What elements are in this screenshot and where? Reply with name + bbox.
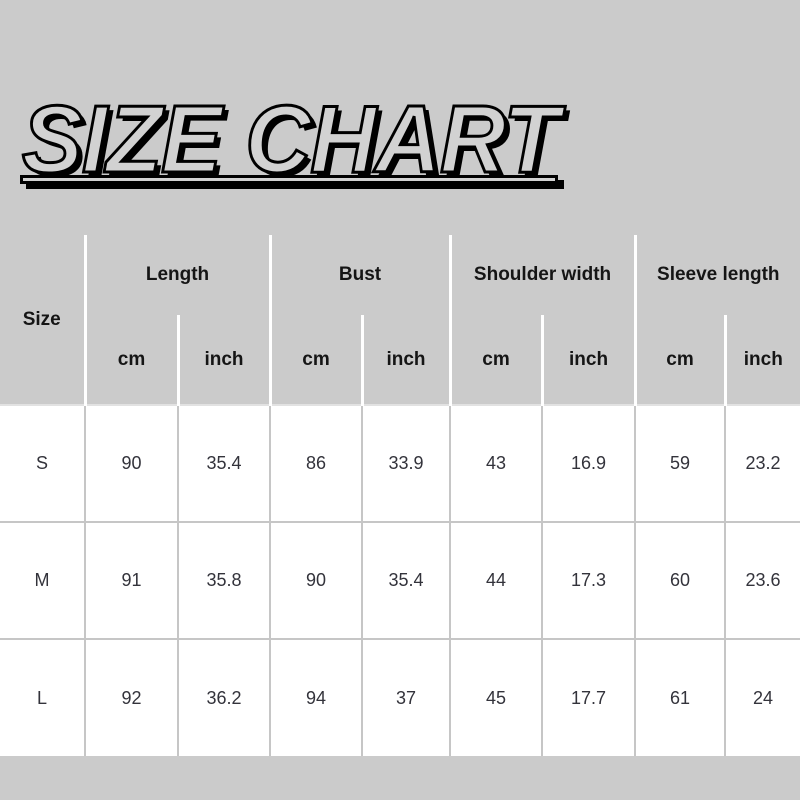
header-group-shoulder-width: Shoulder width — [450, 235, 635, 315]
header-group-bust: Bust — [270, 235, 450, 315]
table-row-s — [0, 405, 800, 522]
subheader-length-cm: cm — [85, 315, 178, 405]
subheader-bust-inch: inch — [362, 315, 450, 405]
table-row-l — [0, 639, 800, 756]
cell-m-shoulder-cm: 44 — [450, 522, 542, 639]
cell-m-sleeve-cm: 60 — [635, 522, 725, 639]
cell-s-length-inch: 35.4 — [178, 405, 270, 522]
row-label: S — [0, 405, 85, 522]
subheader-sleeve-inch: inch — [725, 315, 800, 405]
page-title: SIZE CHART — [22, 86, 559, 193]
title-block — [22, 86, 642, 193]
cell-m-sleeve-inch: 23.6 — [725, 522, 800, 639]
table-row-m — [0, 522, 800, 639]
cell-s-bust-inch: 33.9 — [362, 405, 450, 522]
cell-l-shoulder-cm: 45 — [450, 639, 542, 756]
row-label: M — [0, 522, 85, 639]
table-header — [0, 235, 800, 405]
cell-l-bust-inch: 37 — [362, 639, 450, 756]
subheader-shoulder-cm: cm — [450, 315, 542, 405]
cell-l-length-cm: 92 — [85, 639, 178, 756]
cell-s-sleeve-cm: 59 — [635, 405, 725, 522]
cell-m-bust-inch: 35.4 — [362, 522, 450, 639]
subheader-shoulder-inch: inch — [542, 315, 635, 405]
cell-s-bust-cm: 86 — [270, 405, 362, 522]
header-group-sleeve-length: Sleeve length — [635, 235, 800, 315]
header-group-length: Length — [85, 235, 270, 315]
subheader-bust-cm: cm — [270, 315, 362, 405]
cell-m-length-cm: 91 — [85, 522, 178, 639]
cell-l-shoulder-inch: 17.7 — [542, 639, 635, 756]
cell-l-sleeve-cm: 61 — [635, 639, 725, 756]
cell-m-length-inch: 35.8 — [178, 522, 270, 639]
cell-s-length-cm: 90 — [85, 405, 178, 522]
subheader-sleeve-cm: cm — [635, 315, 725, 405]
subheader-length-inch: inch — [178, 315, 270, 405]
cell-s-sleeve-inch: 23.2 — [725, 405, 800, 522]
cell-m-bust-cm: 90 — [270, 522, 362, 639]
cell-l-bust-cm: 94 — [270, 639, 362, 756]
table-body — [0, 405, 800, 756]
header-size: Size — [22, 308, 61, 330]
cell-l-sleeve-inch: 24 — [725, 639, 800, 756]
row-label: L — [0, 639, 85, 756]
cell-s-shoulder-inch: 16.9 — [542, 405, 635, 522]
cell-l-length-inch: 36.2 — [178, 639, 270, 756]
cell-s-shoulder-cm: 43 — [450, 405, 542, 522]
cell-m-shoulder-inch: 17.3 — [542, 522, 635, 639]
size-table — [0, 235, 800, 756]
